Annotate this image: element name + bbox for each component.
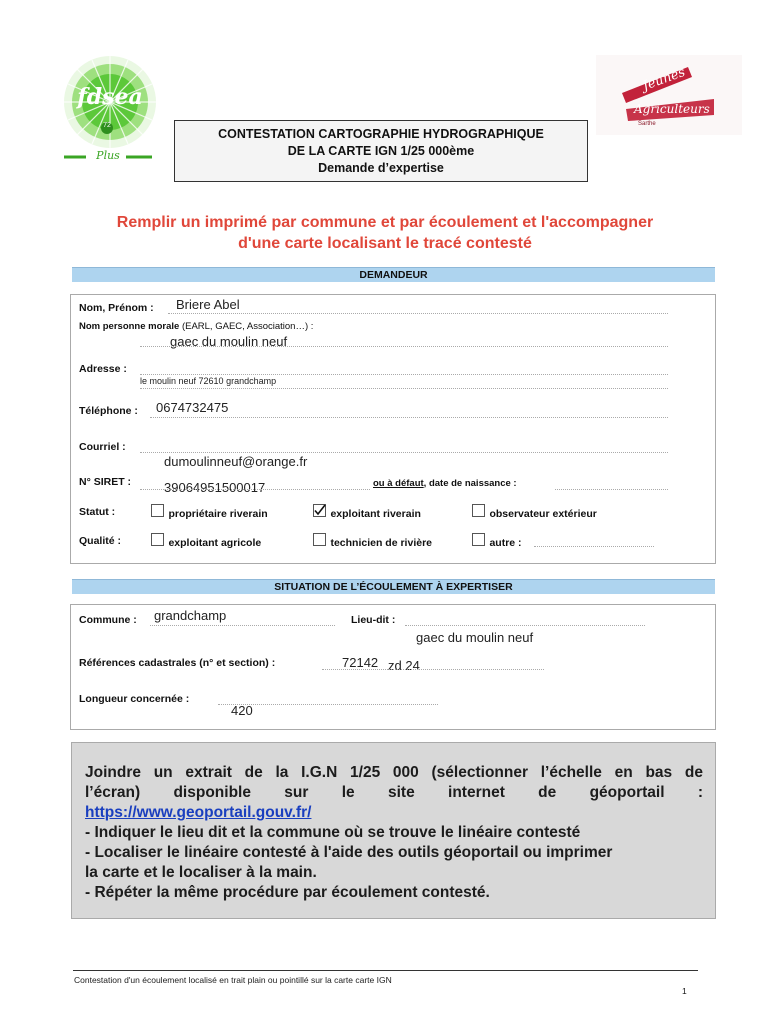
qualite-checkbox-technicien[interactable]	[313, 533, 326, 546]
situation-section-bar: SITUATION DE L’ÉCOULEMENT À EXPERTISER	[72, 579, 715, 594]
morale-label: Nom personne morale	[79, 321, 180, 332]
fdsea-logo	[62, 52, 162, 167]
title-line-1: CONTESTATION CARTOGRAPHIE HYDROGRAPHIQUE	[218, 127, 544, 141]
morale-hint: (EARL, GAEC, Association…) :	[181, 321, 314, 332]
qualite-option-label: technicien de rivière	[330, 537, 432, 549]
nom-field[interactable]: Briere Abel	[176, 297, 240, 312]
qualite-checkbox-exploitant[interactable]	[151, 533, 164, 546]
lieu-dit-line	[405, 625, 645, 626]
qualite-option-label: autre :	[489, 537, 522, 549]
longueur-field[interactable]: 420	[231, 703, 253, 718]
info-line-1: Joindre un extrait de la I.G.N 1/25 000 (sélectionner l’échelle en bas de	[85, 764, 703, 781]
naissance-line[interactable]	[555, 489, 668, 490]
demandeur-section-bar: DEMANDEUR	[72, 267, 715, 282]
fdsea-logo-text: fdsea	[77, 84, 143, 110]
nom-line	[168, 313, 668, 314]
references-field-1[interactable]: 72142	[342, 655, 379, 670]
page-number: 1	[682, 986, 687, 996]
demandeur-panel	[70, 294, 716, 564]
commune-field[interactable]: grandchamp	[154, 608, 227, 623]
naissance-label-alt: ou à défaut	[373, 478, 424, 489]
adresse-label: Adresse :	[79, 363, 127, 375]
adresse-line-2	[140, 388, 668, 389]
longueur-label: Longueur concernée :	[79, 693, 190, 705]
references-field-2[interactable]: zd 24	[388, 658, 420, 673]
naissance-label-group	[373, 478, 517, 489]
ja-logo-line2: Agriculteurs	[634, 102, 710, 116]
commune-line	[150, 625, 335, 626]
siret-label: N° SIRET :	[79, 476, 132, 488]
qualite-label: Qualité :	[79, 535, 122, 547]
qualite-option-exploitant[interactable]	[151, 533, 261, 551]
statut-option-label: exploitant riverain	[330, 508, 421, 520]
telephone-line	[150, 417, 668, 418]
jeunes-agriculteurs-logo	[596, 55, 742, 135]
statut-option-label: observateur extérieur	[489, 508, 597, 520]
document-title-box	[174, 120, 588, 182]
qualite-option-technicien[interactable]	[313, 533, 432, 551]
info-line-6: - Répéter la même procédure par écoulement contesté.	[85, 884, 490, 901]
statut-option-exploitant[interactable]	[313, 504, 421, 522]
title-line-3: Demande d’expertise	[318, 161, 444, 175]
instruction-line-1: Remplir un imprimé par commune et par écoulement et l'accompagner	[116, 214, 654, 231]
courriel-label: Courriel :	[79, 441, 126, 453]
title-line-2: DE LA CARTE IGN 1/25 000ème	[287, 144, 475, 158]
info-line-5: la carte et le localiser à la main.	[85, 864, 317, 881]
telephone-label: Téléphone :	[79, 405, 138, 417]
info-line-2: l’écran) disponible sur le site internet de géoportail :	[85, 784, 703, 801]
fdsea-logo-tagline: Plus	[96, 149, 120, 162]
courriel-field[interactable]: dumoulinneuf@orange.fr	[164, 454, 308, 469]
courriel-line	[140, 452, 668, 453]
qualite-checkbox-autre[interactable]	[472, 533, 485, 546]
adresse-line-1	[140, 374, 668, 375]
qualite-option-autre[interactable]	[472, 533, 522, 551]
lieu-dit-label: Lieu-dit :	[351, 614, 396, 626]
commune-label: Commune :	[79, 614, 137, 626]
check-icon	[313, 504, 326, 517]
telephone-field[interactable]: 0674732475	[156, 400, 229, 415]
autre-line[interactable]	[534, 546, 654, 547]
qualite-option-label: exploitant agricole	[168, 537, 262, 549]
siret-field[interactable]: 39064951500017	[164, 480, 266, 495]
geoportail-link[interactable]: https://www.geoportail.gouv.fr/	[85, 804, 312, 821]
references-label: Références cadastrales (n° et section) :	[79, 657, 276, 669]
statut-checkbox-exploitant[interactable]	[313, 504, 326, 517]
statut-checkbox-observateur[interactable]	[472, 504, 485, 517]
siret-line	[140, 489, 370, 490]
footer-text: Contestation d'un écoulement localisé en trait plain ou pointillé sur la carte carte IGN	[74, 975, 392, 985]
morale-label-group	[79, 321, 313, 332]
statut-option-label: propriétaire riverain	[168, 508, 268, 520]
footer-divider	[73, 970, 698, 971]
statut-option-proprietaire[interactable]	[151, 504, 268, 522]
morale-line	[140, 346, 668, 347]
instructions-box	[71, 742, 716, 919]
fdsea-logo-badge: 72	[103, 122, 111, 129]
ja-logo-line1: Jeunes	[640, 64, 688, 95]
ja-logo-mark-icon	[596, 55, 742, 135]
info-line-3: - Indiquer le lieu dit et la commune où se trouve le linéaire contesté	[85, 824, 581, 841]
references-line	[322, 669, 544, 670]
instruction-line-2: d'une carte localisant le tracé contesté	[238, 235, 532, 252]
adresse-field[interactable]: le moulin neuf 72610 grandchamp	[140, 376, 277, 386]
naissance-label: , date de naissance :	[423, 478, 517, 489]
statut-option-observateur[interactable]	[472, 504, 597, 522]
ja-logo-line3: Sarthe	[638, 121, 656, 127]
morale-field[interactable]: gaec du moulin neuf	[170, 334, 288, 349]
statut-label: Statut :	[79, 506, 116, 518]
nom-label: Nom, Prénom :	[79, 302, 154, 314]
lieu-dit-field[interactable]: gaec du moulin neuf	[416, 630, 534, 645]
info-line-4: - Localiser le linéaire contesté à l'aide des outils géoportail ou imprimer	[85, 844, 613, 861]
instruction-heading	[40, 212, 730, 254]
statut-checkbox-proprietaire[interactable]	[151, 504, 164, 517]
